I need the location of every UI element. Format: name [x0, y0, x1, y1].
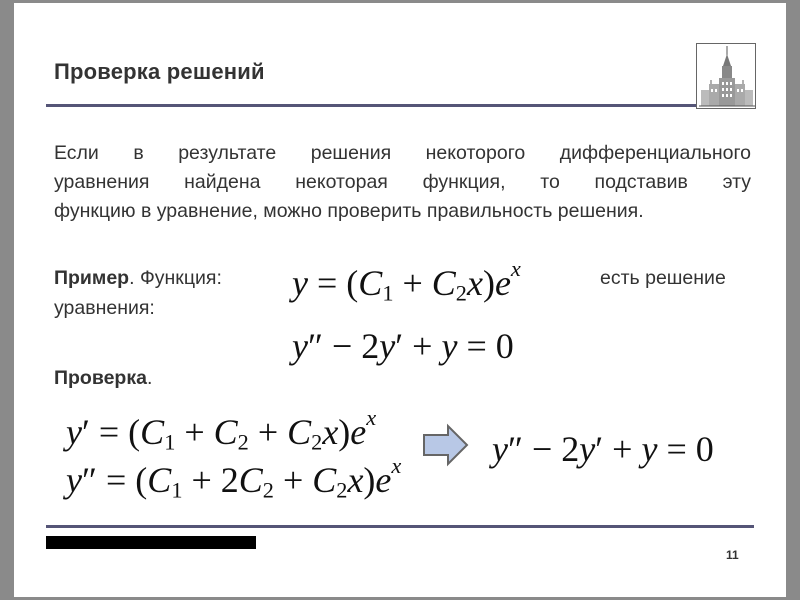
- right-arrow-icon: [422, 423, 470, 472]
- formula-check-result: y″ − 2y′ + y = 0: [492, 429, 714, 469]
- slide: [14, 3, 786, 597]
- example-label: [54, 267, 222, 290]
- example-label-bold: Пример: [54, 267, 130, 289]
- university-building-icon: [696, 43, 756, 109]
- title-divider: [46, 104, 728, 107]
- check-label: [54, 367, 152, 390]
- check-label-rest: .: [146, 367, 153, 389]
- slide-title: Проверка решений: [54, 59, 265, 84]
- formula-function: $y = (C_1 + C_2x)e^x$: [292, 256, 521, 306]
- example-tail-text: есть решение: [600, 267, 726, 289]
- formula-first-derivative: $y' = (C_1 + C_2 + C_2x)e^x$: [66, 405, 377, 455]
- formula-second-derivative: $y'' = (C_1 + 2C_2 + C_2x)e^x$: [66, 453, 402, 503]
- page-number: 11: [726, 548, 739, 562]
- paragraph-line: Если в результате решения некоторого дифференциального: [54, 142, 751, 164]
- redacted-footer-text: [46, 536, 256, 549]
- formula-equation: y″ − 2y′ + y = 0: [292, 326, 514, 366]
- check-label-bold: Проверка: [54, 367, 147, 389]
- example-label-rest: . Функция:: [129, 267, 222, 289]
- paragraph-line: уравнения найдена некоторая функция, то подставив эту: [54, 171, 751, 193]
- intro-paragraph: [54, 139, 751, 226]
- paragraph-line: функцию в уравнение, можно проверить правильность решения.: [54, 200, 644, 222]
- footer-divider: [46, 525, 754, 528]
- example-line2-text: уравнения:: [54, 297, 155, 319]
